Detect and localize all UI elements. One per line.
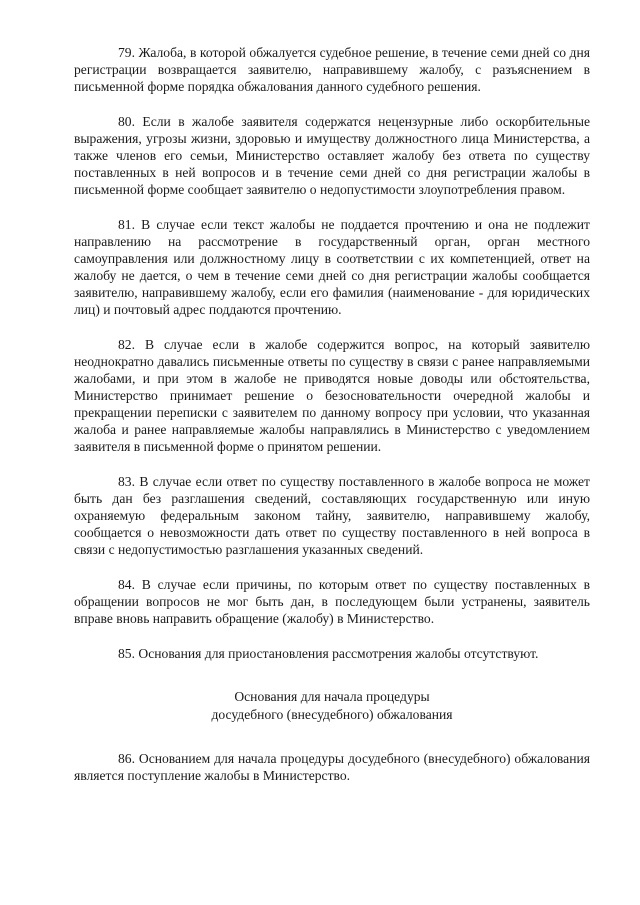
paragraph-82: 82. В случае если в жалобе содержится вопрос, на который заявителю неоднократно давались письменные ответы по существу в связи с ранее направляемыми жалобами, и при этом в жалобе не приводятся новые доводы или обстоятельства, Министерство принимает решение о безосновательности очередной жалобы и прекращении переписки с заявителем по данному вопросу при условии, что указанная жалоба и ранее направляемые жалобы направлялись в Министерство с уведомлением заявителя в письменной форме о принятом решении.: [74, 337, 590, 454]
paragraph-81: 81. В случае если текст жалобы не поддается прочтению и она не подлежит направлению на рассмотрение в государственный орган, орган местного самоуправления или должностному лицу в соответствии с их компетенцией, ответ на жалобу не дается, о чем в течение семи дней со дня регистрации жалобы сообщается заявителю, направившему жалобу, если его фамилия (наименование - для юридических лиц) и почтовый адрес поддаются прочтению.: [74, 217, 590, 317]
paragraph-85: 85. Основания для приостановления рассмотрения жалобы отсутствуют.: [118, 646, 539, 661]
section-heading-line-1: Основания для начала процедуры: [234, 689, 430, 704]
paragraph-83: 83. В случае если ответ по существу поставленного в жалобе вопроса не может быть дан без разглашения сведений, составляющих государственную или иную охраняемую федеральным законом тайну, заявителю, направившему жалобу, сообщается о невозможности дать ответ по существу поставленного в ней вопроса в связи с недопустимостью разглашения указанных сведений.: [74, 474, 590, 557]
paragraph-84: 84. В случае если причины, по которым ответ по существу поставленных в обращении вопросов не мог быть дан, в последующем были устранены, заявитель вправе вновь направить обращение (жалобу) в Министерство.: [74, 577, 590, 626]
document-page: [74, 44, 590, 802]
paragraph-86: 86. Основанием для начала процедуры досудебного (внесудебного) обжалования является поступление жалобы в Министерство.: [74, 751, 590, 783]
section-heading-line-2: досудебного (внесудебного) обжалования: [211, 707, 453, 722]
paragraph-80: 80. Если в жалобе заявителя содержатся нецензурные либо оскорбительные выражения, угрозы жизни, здоровью и имуществу должностного лица Министерства, а также членов его семьи, Министерство оставляет жалобу без ответа по существу поставленных в ней вопросов и в течение семи дней со дня регистрации жалобы в письменной форме сообщает заявителю о недопустимости злоупотребления правом.: [74, 114, 590, 197]
section-heading: [74, 688, 590, 724]
paragraph-79: 79. Жалоба, в которой обжалуется судебное решение, в течение семи дней со дня регистрации возвращается заявителю, направившему жалобу, с разъяснением в письменной форме порядка обжалования данного судебного решения.: [74, 45, 590, 94]
